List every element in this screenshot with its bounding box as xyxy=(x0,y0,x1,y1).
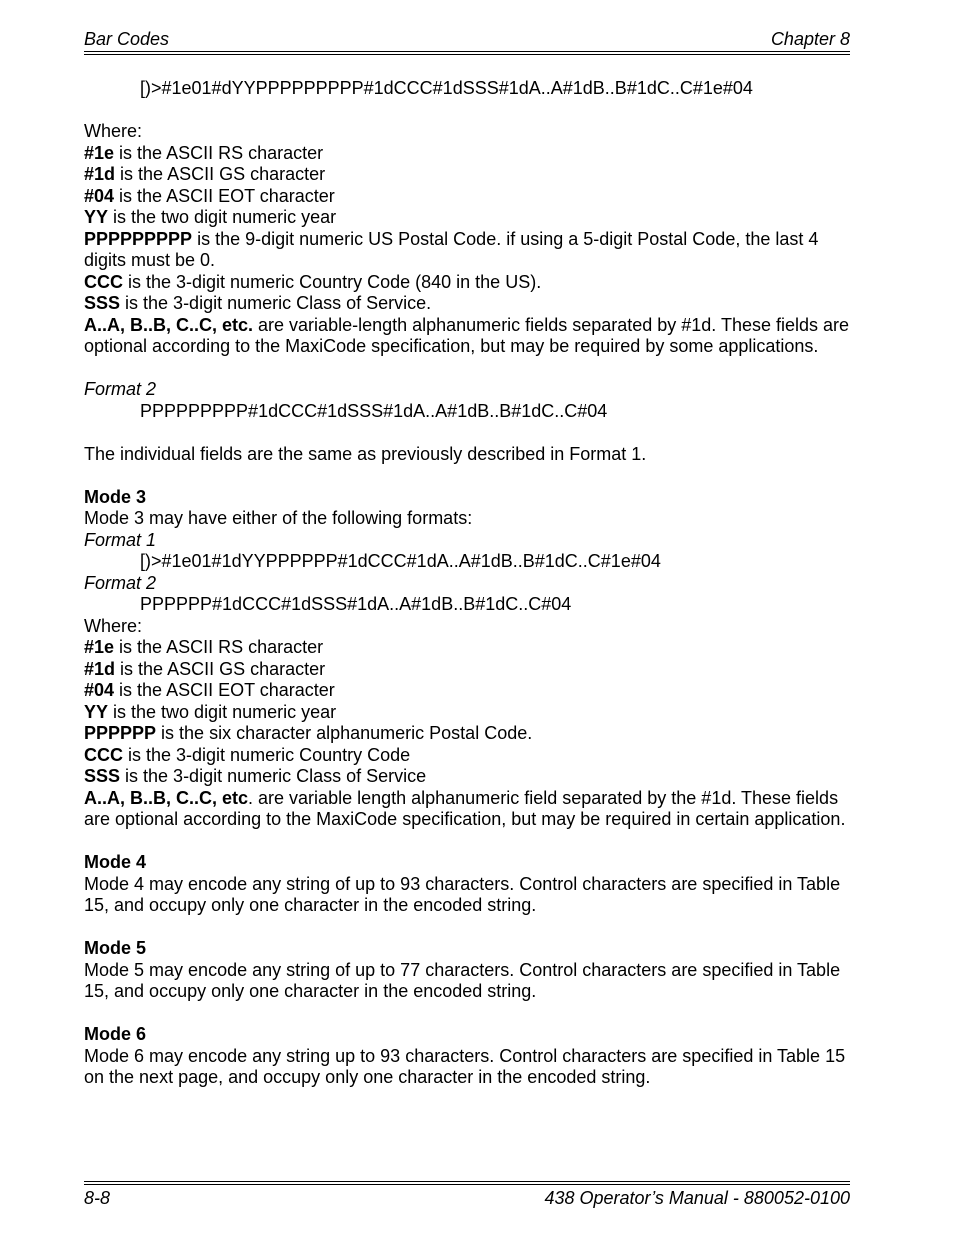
definition-term: YY xyxy=(84,701,109,722)
definition-item xyxy=(84,702,850,724)
definition-item xyxy=(84,272,850,294)
definition-text: is the two digit numeric year xyxy=(108,207,337,227)
mode3-format1-code-line: [)>#1e01#1dYYPPPPPP#1dCCC#1dA..A#1dB..B#1dC..C#1e#04 xyxy=(140,551,661,571)
definition-text: is the 3-digit numeric Country Code (840 in the US). xyxy=(123,271,542,292)
definition-term: YY xyxy=(84,207,109,227)
definition-item xyxy=(84,723,850,745)
mode4-text: Mode 4 may encode any string of up to 93 characters. Control characters are specified in Table 15, and occupy only one character in the encoded string. xyxy=(84,873,841,915)
definition-item xyxy=(84,637,850,659)
definition-text: is the ASCII EOT character xyxy=(114,185,335,206)
definition-text: are variable-length alphanumeric fields separated by #1d. These fields are optional according to the MaxiCode specification, but may be required by some applications. xyxy=(84,314,850,356)
definition-term: #1d xyxy=(84,658,116,679)
definition-item xyxy=(84,207,850,229)
definition-text: is the ASCII GS character xyxy=(115,658,326,679)
mode3-format2-label: Format 2 xyxy=(84,572,157,593)
document-body xyxy=(84,78,850,1089)
mode5-heading: Mode 5 xyxy=(84,938,147,958)
mode3-heading: Mode 3 xyxy=(84,486,147,507)
mode6-heading: Mode 6 xyxy=(84,1024,147,1044)
definition-text: is the 3-digit numeric Class of Service. xyxy=(120,293,432,313)
mode4-heading: Mode 4 xyxy=(84,852,147,872)
page-footer xyxy=(84,1187,850,1209)
format2-note: The individual fields are the same as previously described in Format 1. xyxy=(84,443,647,464)
definition-text: . are variable length alphanumeric field separated by the #1d. These fields are optional according to the MaxiCode specification, but may be required in certain application. xyxy=(84,787,846,829)
definition-term: #04 xyxy=(84,185,115,206)
definition-text: is the ASCII RS character xyxy=(114,142,324,163)
definition-term: CCC xyxy=(84,744,123,765)
mode3-format1-label: Format 1 xyxy=(84,529,157,550)
footer-rule xyxy=(84,1181,850,1185)
definition-text: is the 3-digit numeric Class of Service xyxy=(120,766,427,786)
definition-item xyxy=(84,745,850,767)
header-chapter: Chapter 8 xyxy=(770,29,850,49)
manual-title: 438 Operator’s Manual - 880052-0100 xyxy=(544,1188,850,1208)
definition-text: is the 3-digit numeric Country Code xyxy=(123,744,411,765)
definition-term: #04 xyxy=(84,680,115,700)
where-label: Where: xyxy=(84,615,143,636)
page-header xyxy=(84,28,850,50)
definition-term: SSS xyxy=(84,293,121,313)
format2-label: Format 2 xyxy=(84,379,157,399)
page-number: 8-8 xyxy=(84,1188,111,1208)
definition-item xyxy=(84,680,850,702)
definition-term: PPPPPPPPP xyxy=(84,228,193,249)
header-section-title: Bar Codes xyxy=(84,29,170,49)
format1-code-line: [)>#1e01#dYYPPPPPPPPP#1dCCC#1dSSS#1dA..A#1dB..B#1dC..C#1e#04 xyxy=(140,78,753,98)
definition-item xyxy=(84,186,850,208)
definition-item xyxy=(84,788,850,831)
definition-text: is the ASCII GS character xyxy=(115,164,326,184)
definition-term: #1d xyxy=(84,164,116,184)
header-rule xyxy=(84,51,850,55)
definition-term: SSS xyxy=(84,766,121,786)
where-label: Where: xyxy=(84,121,143,141)
definition-term: PPPPPP xyxy=(84,723,157,743)
definition-item xyxy=(84,293,850,315)
definition-text: is the two digit numeric year xyxy=(108,701,337,722)
format2-code-line: PPPPPPPPP#1dCCC#1dSSS#1dA..A#1dB..B#1dC..C#04 xyxy=(140,400,608,421)
definition-item xyxy=(84,766,850,788)
definition-item xyxy=(84,143,850,165)
mode6-text: Mode 6 may encode any string up to 93 characters. Control characters are specified in Table 15 on the next page, and occupy only one character in the encoded string. xyxy=(84,1045,846,1087)
mode3-intro: Mode 3 may have either of the following formats: xyxy=(84,508,473,528)
definition-text: is the 9-digit numeric US Postal Code. if using a 5-digit Postal Code, the last 4 digits must be 0. xyxy=(84,228,819,270)
mode3-format2-code-line: PPPPPP#1dCCC#1dSSS#1dA..A#1dB..B#1dC..C#04 xyxy=(140,594,572,614)
definition-term: A..A, B..B, C..C, etc xyxy=(84,787,249,808)
definition-text: is the six character alphanumeric Postal Code. xyxy=(156,723,533,743)
definition-term: #1e xyxy=(84,637,115,657)
definition-text: is the ASCII RS character xyxy=(114,637,324,657)
definition-item xyxy=(84,229,850,272)
definition-term: CCC xyxy=(84,271,123,292)
definition-term: A..A, B..B, C..C, etc. xyxy=(84,314,254,335)
definition-text: is the ASCII EOT character xyxy=(114,680,335,700)
definition-term: #1e xyxy=(84,142,115,163)
definition-item xyxy=(84,164,850,186)
definition-item xyxy=(84,315,850,358)
mode5-text: Mode 5 may encode any string of up to 77 characters. Control characters are specified in Table 15, and occupy only one character in the encoded string. xyxy=(84,959,841,1001)
definition-item xyxy=(84,659,850,681)
